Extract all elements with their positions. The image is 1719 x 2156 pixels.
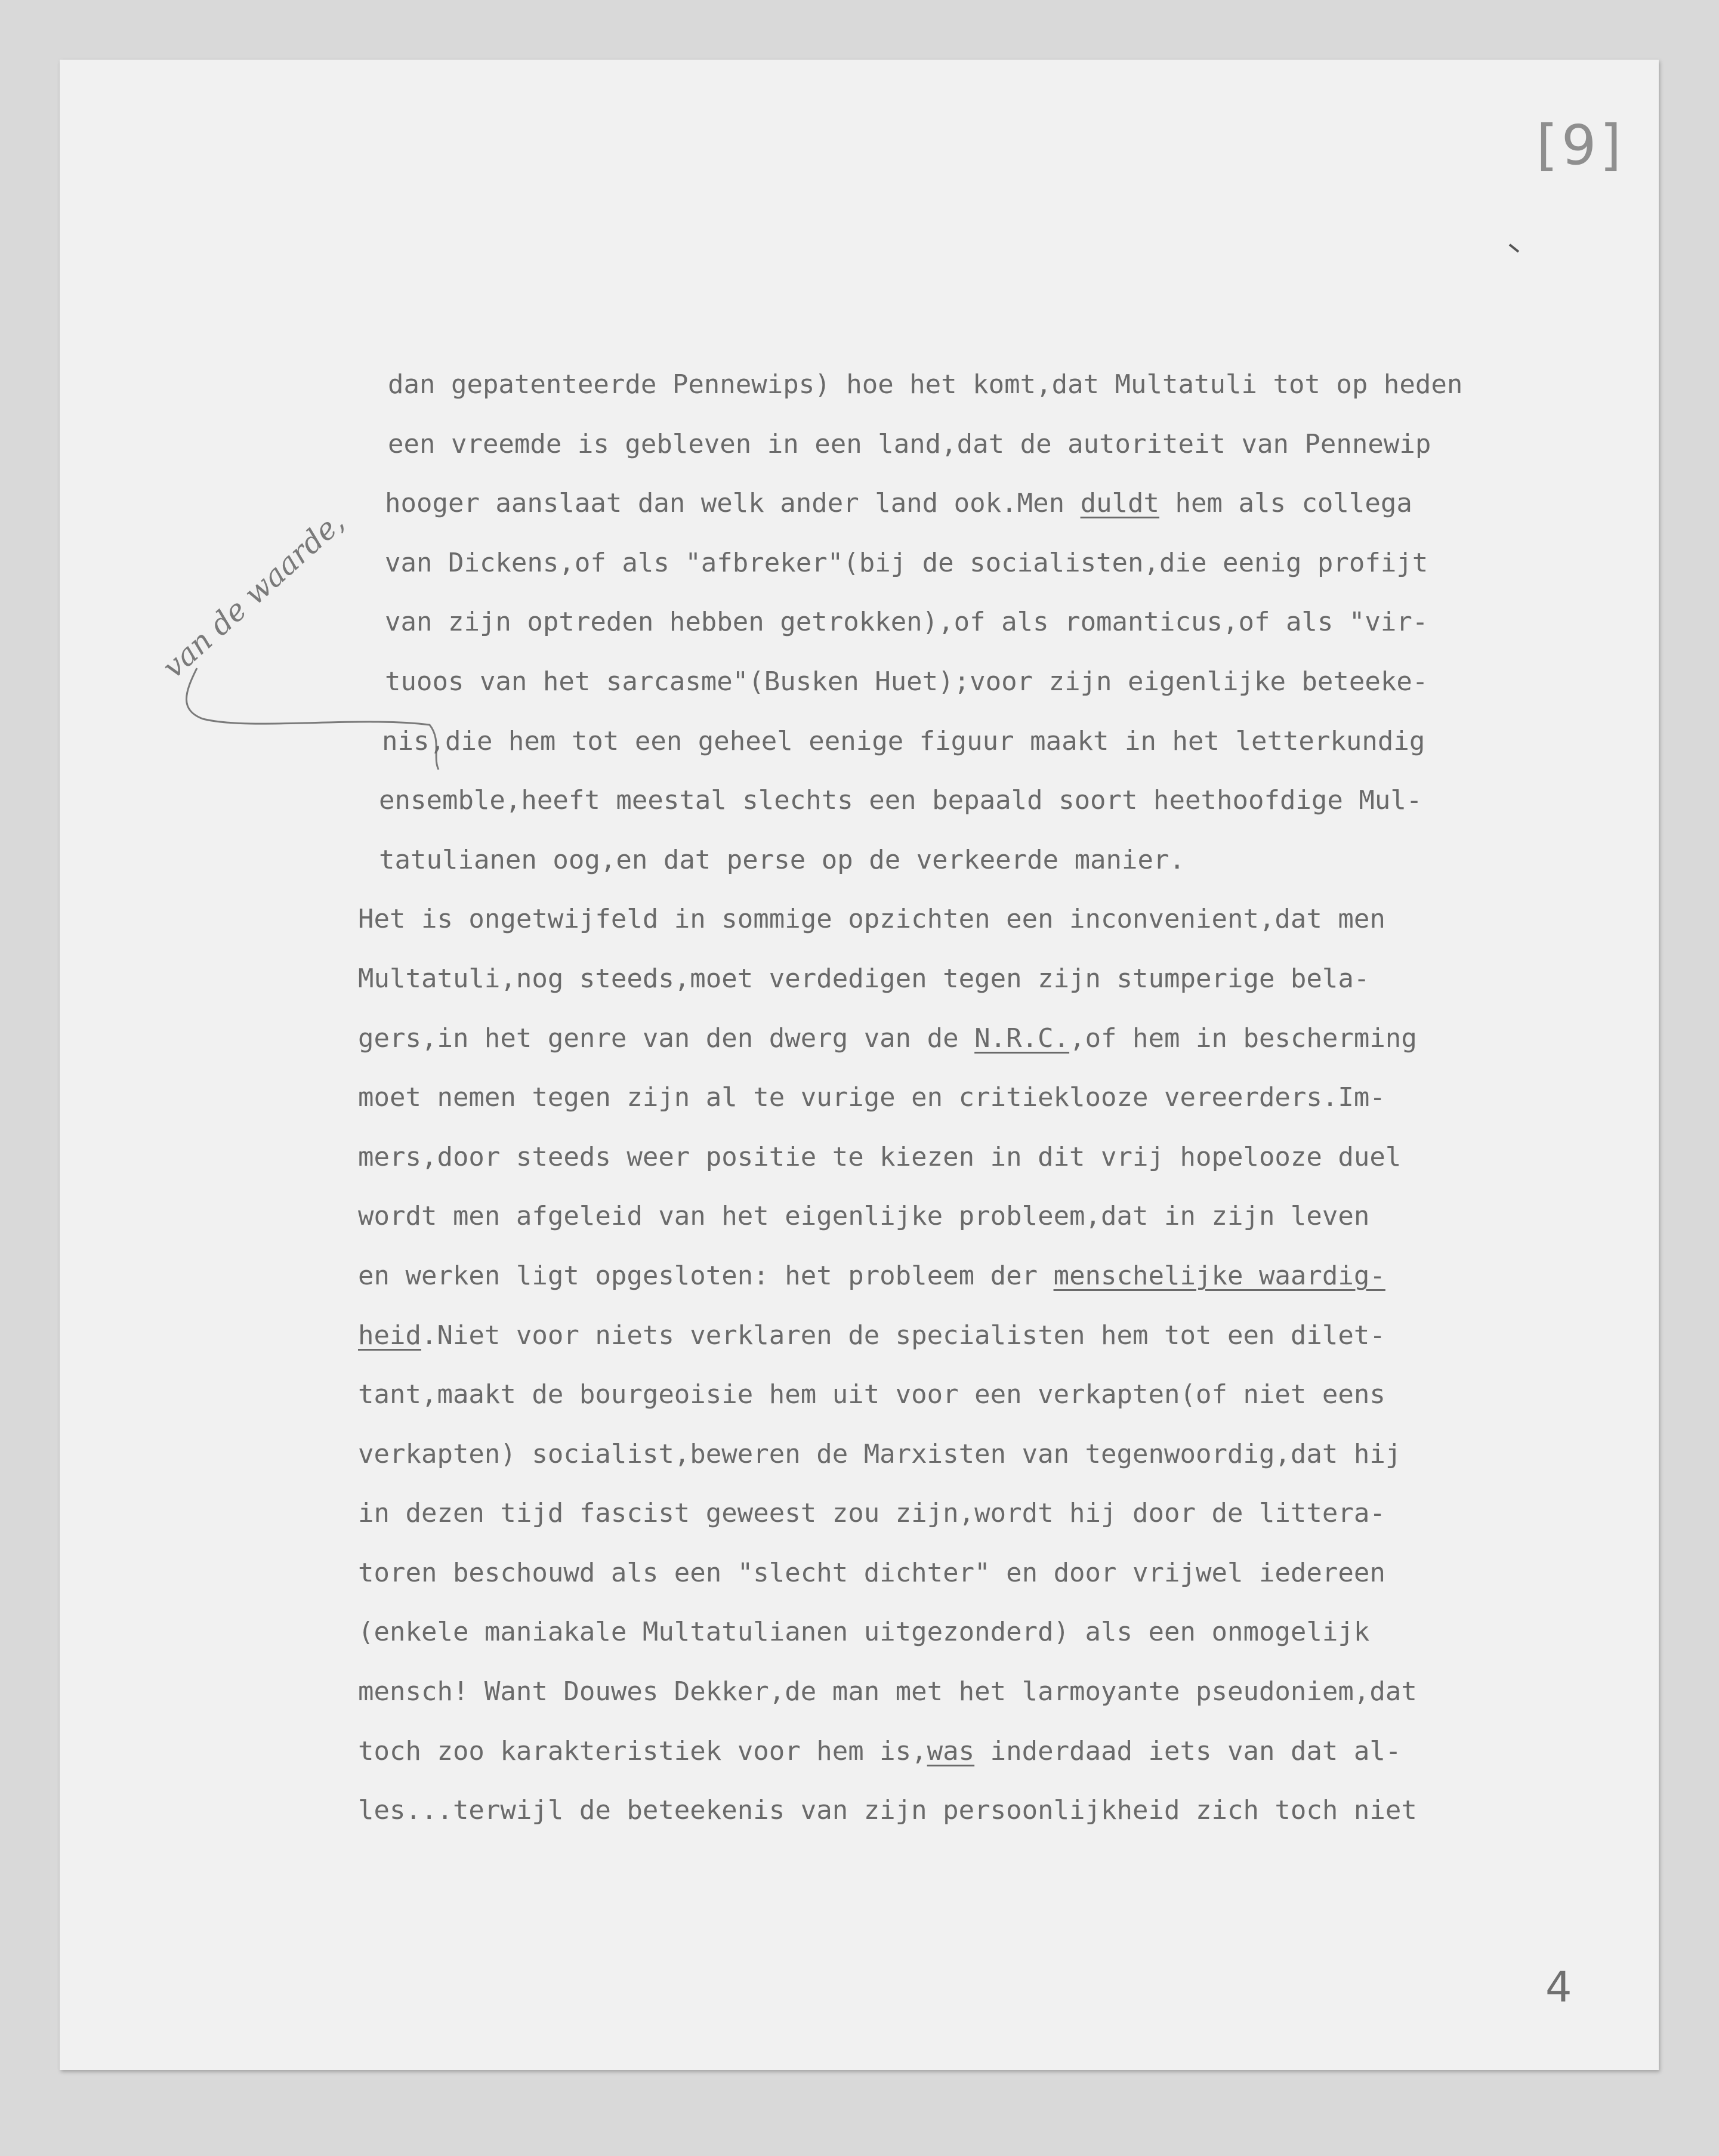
text-line: wordt men afgeleid van het eigenlijke probleem,dat in zijn leven <box>358 1201 1370 1232</box>
text-segment: gers,in het genre van den dwerg van de <box>358 1023 975 1054</box>
text-line <box>352 1246 1647 1306</box>
text-segment: .Niet voor niets verklaren de specialisten hem tot een dilet- <box>421 1320 1385 1351</box>
text-line: verkapten) socialist,beweren de Marxisten van tegenwoordig,dat hij <box>358 1438 1402 1469</box>
underlined-phrase: menschelijke waardig- <box>1053 1260 1385 1291</box>
text-line <box>352 1009 1647 1068</box>
text-line: een vreemde is gebleven in een land,dat de autoriteit van Pennewip <box>388 428 1431 459</box>
text-line <box>352 474 1647 533</box>
text-segment: ,of hem in bescherming <box>1069 1023 1417 1054</box>
handwritten-margin-note: van de waarde, <box>156 504 351 685</box>
text-segment: inderdaad iets van dat al- <box>974 1735 1402 1766</box>
underlined-phrase: N.R.C. <box>974 1023 1070 1054</box>
text-line: van zijn optreden hebben getrokken),of als romanticus,of als "vir- <box>385 607 1428 638</box>
text-segment: hem als collega <box>1159 488 1412 519</box>
text-line <box>352 1722 1647 1781</box>
underlined-phrase: was <box>927 1735 975 1766</box>
underlined-phrase: heid <box>358 1320 421 1351</box>
text-line: Het is ongetwijfeld in sommige opzichten een inconvenient,dat men <box>358 904 1385 935</box>
stray-mark <box>1510 245 1519 252</box>
text-line: ensemble,heeft meestal slechts een bepaald soort heethoofdige Mul- <box>379 785 1422 816</box>
text-line: in dezen tijd fascist geweest zou zijn,wordt hij door de littera- <box>358 1498 1385 1529</box>
text-line: moet nemen tegen zijn al te vurige en critieklooze vereerders.Im- <box>358 1082 1385 1113</box>
text-line: mers,door steeds weer positie te kiezen in dit vrij hopelooze duel <box>358 1141 1402 1172</box>
text-line: tatulianen oog,en dat perse op de verkeerde manier. <box>379 844 1186 875</box>
text-line: les...terwijl de beteekenis van zijn persoonlijkheid zich toch niet <box>358 1795 1417 1826</box>
text-segment: en werken ligt opgesloten: het probleem der <box>358 1260 1054 1291</box>
text-line: nis,die hem tot een geheel eenige figuur maakt in het letterkundig <box>382 725 1425 756</box>
text-line: mensch! Want Douwes Dekker,de man met het larmoyante pseudoniem,dat <box>358 1676 1417 1707</box>
text-line: tant,maakt de bourgeoisie hem uit voor een verkapten(of niet eens <box>358 1379 1385 1410</box>
typewritten-body-text <box>352 355 1647 1840</box>
text-line <box>352 1306 1647 1366</box>
text-segment: toch zoo karakteristiek voor hem is, <box>358 1735 927 1766</box>
text-line: tuoos van het sarcasme"(Busken Huet);voor zijn eigenlijke beteeke- <box>385 666 1428 697</box>
text-line: Multatuli,nog steeds,moet verdedigen tegen zijn stumperige bela- <box>358 963 1370 994</box>
text-line: van Dickens,of als "afbreker"(bij de socialisten,die eenig profijt <box>385 547 1428 578</box>
footer-page-number: 4 <box>1545 1963 1572 2012</box>
text-line: (enkele maniakale Multatulianen uitgezonderd) als een onmogelijk <box>358 1617 1370 1648</box>
text-line: dan gepatenteerde Pennewips) hoe het komt,dat Multatuli tot op heden <box>388 369 1463 400</box>
text-segment: hooger aanslaat dan welk ander land ook.Men <box>385 488 1081 519</box>
text-line: toren beschouwd als een "slecht dichter" en door vrijwel iedereen <box>358 1557 1385 1588</box>
page-number: [9] <box>1536 113 1625 177</box>
underlined-phrase: duldt <box>1080 488 1160 519</box>
